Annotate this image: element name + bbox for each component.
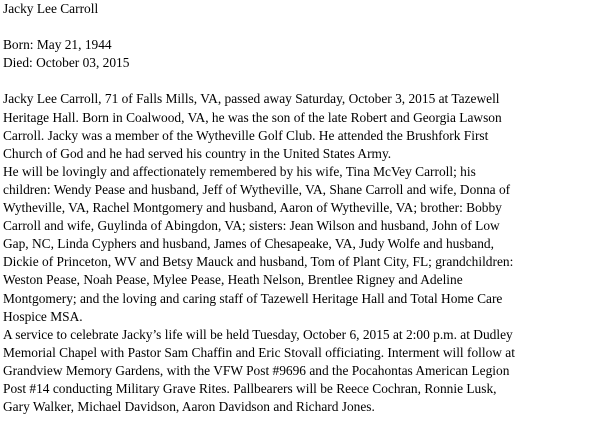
body-line: Jacky Lee Carroll, 71 of Falls Mills, VA, passed away Saturday, October 3, 2015 at Tazewell <box>3 91 500 107</box>
body-line: Wytheville, VA, Rachel Montgomery and husband, Aaron of Wytheville, VA; brother: Bobby <box>3 200 502 216</box>
body-line: Post #14 conducting Military Grave Rites. Pallbearers will be Reece Cochran, Ronnie Lusk, <box>3 380 497 396</box>
body-line: Grandview Memory Gardens, with the VFW Post #9696 and the Pocahontas American Legion <box>3 362 510 378</box>
body-line: Gap, NC, Linda Cyphers and husband, James of Chesapeake, VA, Judy Wolfe and husband, <box>3 236 494 252</box>
obituary-title: Jacky Lee Carroll <box>3 1 99 16</box>
body-line: children: Wendy Pease and husband, Jeff of Wytheville, VA, Shane Carroll and wife, Donna of <box>3 181 511 197</box>
body-line: Carroll. Jacky was a member of the Wytheville Golf Club. He attended the Brushfork First <box>3 127 489 143</box>
body-line: Church of God and he had served his country in the United States Army. <box>3 145 392 161</box>
body-line: Carroll and wife, Guylinda of Abingdon, VA; sisters: Jean Wilson and husband, John of Low <box>3 218 500 234</box>
spacer <box>3 18 609 36</box>
body-line: Heritage Hall. Born in Coalwood, VA, he was the son of the late Robert and Georgia Lawson <box>3 109 502 125</box>
birth-date: Born: May 21, 1944 <box>3 37 112 53</box>
obituary-body <box>3 90 609 416</box>
body-line: Dickie of Princeton, WV and Betsy Mauck and husband, Tom of Plant City, FL; grandchildren: <box>3 254 514 270</box>
spacer <box>3 72 609 90</box>
death-date: Died: October 03, 2015 <box>3 55 130 71</box>
body-line: A service to celebrate Jacky’s life will be held Tuesday, October 6, 2015 at 2:00 p.m. at Dudley <box>3 326 513 342</box>
body-line: Montgomery; and the loving and caring staff of Tazewell Heritage Hall and Total Home Care <box>3 290 503 306</box>
obituary-document <box>3 0 609 416</box>
body-line: Memorial Chapel with Pastor Sam Chaffin and Eric Stovall officiating. Interment will follow at <box>3 344 515 360</box>
body-line: Hospice MSA. <box>3 308 83 324</box>
body-line: He will be lovingly and affectionately remembered by his wife, Tina McVey Carroll; his <box>3 163 476 179</box>
body-line: Gary Walker, Michael Davidson, Aaron Davidson and Richard Jones. <box>3 399 375 415</box>
body-line: Weston Pease, Noah Pease, Mylee Pease, Heath Nelson, Brentlee Rigney and Adeline <box>3 272 463 288</box>
